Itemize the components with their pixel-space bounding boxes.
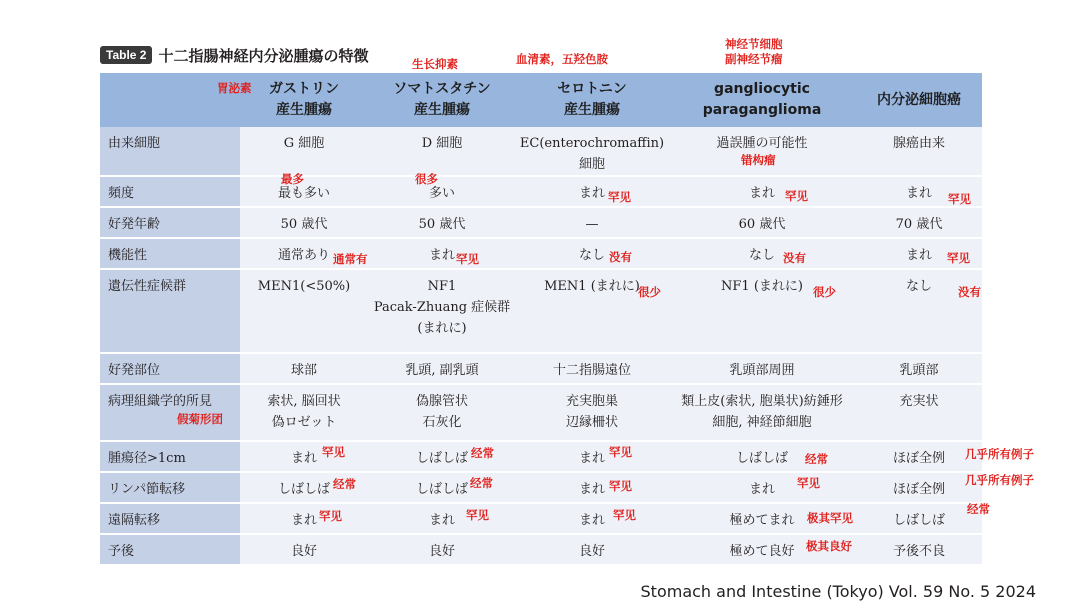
table-cell <box>516 269 668 353</box>
table-cell <box>856 127 982 176</box>
table-cell <box>668 127 856 176</box>
annotation-r7-c1: 罕见 <box>322 445 345 459</box>
annotation-serotonin: 血清素，五羟色胺 <box>516 52 608 66</box>
annotation-r4-c5: 没有 <box>958 285 981 299</box>
table-cell <box>668 384 856 441</box>
annotation-r10-c4: 极其良好 <box>806 539 852 553</box>
cell-line: まれ <box>578 186 605 201</box>
cell-line: ほぼ全例 <box>892 482 945 497</box>
table-cell <box>368 384 516 441</box>
header-cell-1: ガストリン 産生腫瘍 <box>240 73 368 127</box>
row-label: リンパ節転移 <box>100 472 240 503</box>
table-label-badge: Table 2 <box>100 46 152 64</box>
row-label: 由来細胞 <box>100 127 240 176</box>
cell-line: 極めて良好 <box>729 544 795 559</box>
row-label: 機能性 <box>100 238 240 269</box>
table-cell <box>516 441 668 472</box>
cell-line: 乳頭, 副乳頭 <box>405 363 479 378</box>
annotation-r7-c2: 经常 <box>471 446 494 460</box>
cell-line: 細胞 <box>578 157 605 172</box>
table-cell <box>368 207 516 238</box>
annotation-r8-c4: 罕见 <box>797 476 820 490</box>
table-cell <box>368 238 516 269</box>
annotation-r9-c4: 极其罕见 <box>807 511 853 525</box>
cell-line: ほぼ全例 <box>892 451 945 466</box>
table-row <box>100 269 982 353</box>
header-cell-3: セロトニン 産生腫瘍 <box>516 73 668 127</box>
table-cell <box>856 207 982 238</box>
cell-line: 50 歳代 <box>418 217 466 232</box>
annotation-gastrin: 胃泌素 <box>217 81 252 95</box>
table-cell <box>856 441 982 472</box>
cell-line: 極めてまれ <box>729 513 795 528</box>
annotation-r9-c5: 经常 <box>967 502 990 516</box>
cell-line: まれ <box>748 482 775 497</box>
table-cell <box>516 384 668 441</box>
table-cell <box>368 127 516 176</box>
table-cell <box>516 472 668 503</box>
table-cell <box>240 534 368 565</box>
cell-line: 十二指腸遠位 <box>552 363 631 378</box>
annotation-r8-c3: 罕见 <box>609 479 632 493</box>
cell-line: まれ <box>905 186 932 201</box>
table-cell <box>240 503 368 534</box>
cell-line: 細胞, 神経節細胞 <box>712 415 812 430</box>
cell-line: 腺癌由来 <box>892 136 945 151</box>
annotation-r4-c4: 很少 <box>813 285 836 299</box>
annotation-r1-c5: 罕见 <box>948 192 971 206</box>
annotation-gangliocytic-2: 副神经节瘤 <box>725 52 783 66</box>
table-cell <box>856 269 982 353</box>
cell-line: まれ <box>905 248 932 263</box>
cell-line: 偽ロゼット <box>271 415 337 430</box>
table-cell <box>856 472 982 503</box>
cell-line: 良好 <box>578 544 605 559</box>
annotation-r3-c1: 通常有 <box>333 252 368 266</box>
table-cell <box>368 176 516 207</box>
row-label: 好発部位 <box>100 353 240 384</box>
table-cell <box>856 384 982 441</box>
table-row <box>100 127 982 176</box>
annotation-r8-c5: 几乎所有例子 <box>965 473 1034 487</box>
cell-line: 充実状 <box>899 394 939 409</box>
cell-line: 過誤腫の可能性 <box>716 136 808 151</box>
header-cell-4: gangliocytic paraganglioma <box>668 73 856 127</box>
table-cell <box>368 269 516 353</box>
annotation-r3-c5: 罕见 <box>947 251 970 265</box>
cell-line: G 細胞 <box>283 136 325 151</box>
cell-line: しばしば <box>735 451 788 466</box>
cell-line: 乳頭部周囲 <box>729 363 795 378</box>
cell-line: なし <box>905 279 932 294</box>
cell-line: — <box>585 217 599 232</box>
table-cell <box>368 472 516 503</box>
cell-line: 良好 <box>290 544 317 559</box>
annotation-r9-c3: 罕见 <box>613 508 636 522</box>
annotation-r1-c4: 罕见 <box>785 189 808 203</box>
table-row <box>100 353 982 384</box>
annotation-pseudorosette: 假菊形团 <box>177 412 223 426</box>
cell-line: EC(enterochromaffin) <box>519 136 665 151</box>
cell-line: まれ <box>748 186 775 201</box>
table-cell <box>368 534 516 565</box>
annotation-r7-c4: 经常 <box>805 452 828 466</box>
header-cell-5: 内分泌細胞癌 <box>856 73 982 127</box>
cell-line: 50 歳代 <box>280 217 328 232</box>
cell-line: 60 歳代 <box>738 217 786 232</box>
table-cell <box>240 441 368 472</box>
cell-line: まれ <box>428 513 455 528</box>
annotation-r9-c1: 罕见 <box>319 509 342 523</box>
table-title: 十二指腸神経内分泌腫瘍の特徴 <box>158 46 369 65</box>
cell-line: 多い <box>428 186 455 201</box>
table-cell <box>240 207 368 238</box>
cell-line: 球部 <box>290 363 317 378</box>
table-cell <box>240 269 368 353</box>
cell-line: なし <box>578 248 605 263</box>
row-label: 遠隔転移 <box>100 503 240 534</box>
table-cell <box>368 503 516 534</box>
cell-line: 70 歳代 <box>895 217 943 232</box>
cell-line: しばしば <box>892 513 945 528</box>
cell-line: (まれに) <box>417 321 467 336</box>
cell-line: NF1 <box>427 279 457 294</box>
table-cell <box>240 176 368 207</box>
table-cell <box>668 207 856 238</box>
annotation-r1-c3: 罕见 <box>608 190 631 204</box>
annotation-somatostatin: 生长抑素 <box>412 57 458 71</box>
cell-line: MEN1(<50%) <box>257 279 351 294</box>
cell-line: MEN1 (まれに) <box>544 279 640 294</box>
cell-line: 良好 <box>428 544 455 559</box>
cell-line: NF1 (まれに) <box>721 279 803 294</box>
cell-line: 乳頭部 <box>899 363 939 378</box>
cell-line: 辺縁柵状 <box>565 415 618 430</box>
cell-line: まれ <box>290 451 317 466</box>
row-label: 腫瘍径>1cm <box>100 441 240 472</box>
table-row <box>100 384 982 441</box>
data-table <box>100 73 982 566</box>
cell-line: なし <box>748 248 775 263</box>
cell-line: まれ <box>290 513 317 528</box>
table-cell <box>516 534 668 565</box>
table-cell <box>668 176 856 207</box>
cell-line: 充実胞巣 <box>565 394 618 409</box>
annotation-gangliocytic-1: 神经节细胞 <box>725 37 783 51</box>
table-cell <box>516 127 668 176</box>
annotation-r3-c4: 没有 <box>783 251 806 265</box>
cell-line: まれ <box>578 482 605 497</box>
annotation-most: 最多 <box>281 172 304 186</box>
cell-line: 偽腺管状 <box>415 394 468 409</box>
cell-line: 類上皮(索状, 胞巣状)紡錘形 <box>681 394 843 409</box>
table-cell <box>668 238 856 269</box>
row-label: 予後 <box>100 534 240 565</box>
table-cell <box>368 353 516 384</box>
annotation-r3-c3: 没有 <box>609 250 632 264</box>
cell-line: 最も多い <box>277 186 330 201</box>
cell-line: まれ <box>578 451 605 466</box>
table-cell <box>668 269 856 353</box>
annotation-r4-c3: 很少 <box>638 285 661 299</box>
annotation-many: 很多 <box>415 172 438 186</box>
annotation-hamartoma: 错构瘤 <box>741 153 776 167</box>
table-cell <box>516 207 668 238</box>
table-row <box>100 472 982 503</box>
table-row <box>100 441 982 472</box>
annotation-r9-c2: 罕见 <box>466 508 489 522</box>
annotation-r8-c1: 经常 <box>333 477 356 491</box>
table-row <box>100 238 982 269</box>
cell-line: しばしば <box>415 482 468 497</box>
table-cell <box>856 534 982 565</box>
cell-line: Pacak-Zhuang 症候群 <box>373 300 511 315</box>
cell-line: 予後不良 <box>892 544 945 559</box>
table-title-row <box>100 44 368 66</box>
table-cell <box>856 503 982 534</box>
cell-line: しばしば <box>277 482 330 497</box>
table-cell <box>516 353 668 384</box>
table-row <box>100 207 982 238</box>
header-cell-2: ソマトスタチン 産生腫瘍 <box>368 73 516 127</box>
citation: Stomach and Intestine (Tokyo) Vol. 59 No. 5 2024 <box>640 582 1036 601</box>
cell-line: しばしば <box>415 451 468 466</box>
annotation-r3-c2: 罕见 <box>456 252 479 266</box>
row-label: 頻度 <box>100 176 240 207</box>
cell-line: 通常あり <box>277 248 330 263</box>
row-label: 遺伝性症候群 <box>100 269 240 353</box>
table-row <box>100 176 982 207</box>
cell-line: 索状, 脳回状 <box>267 394 341 409</box>
table-cell <box>516 176 668 207</box>
annotation-r7-c3: 罕见 <box>609 445 632 459</box>
annotation-r7-c5: 几乎所有例子 <box>965 447 1034 461</box>
table-cell <box>240 353 368 384</box>
table-cell <box>516 503 668 534</box>
table-cell <box>240 127 368 176</box>
annotation-r8-c2: 经常 <box>470 476 493 490</box>
table-cell <box>516 238 668 269</box>
table-cell <box>668 353 856 384</box>
table-cell <box>856 353 982 384</box>
table-cell <box>240 384 368 441</box>
cell-line: まれ <box>578 513 605 528</box>
row-label: 病理組織学的所見 <box>100 384 240 441</box>
cell-line: まれ <box>428 248 455 263</box>
row-label: 好発年齢 <box>100 207 240 238</box>
cell-line: D 細胞 <box>421 136 463 151</box>
cell-line: 石灰化 <box>422 415 462 430</box>
table-cell <box>668 472 856 503</box>
